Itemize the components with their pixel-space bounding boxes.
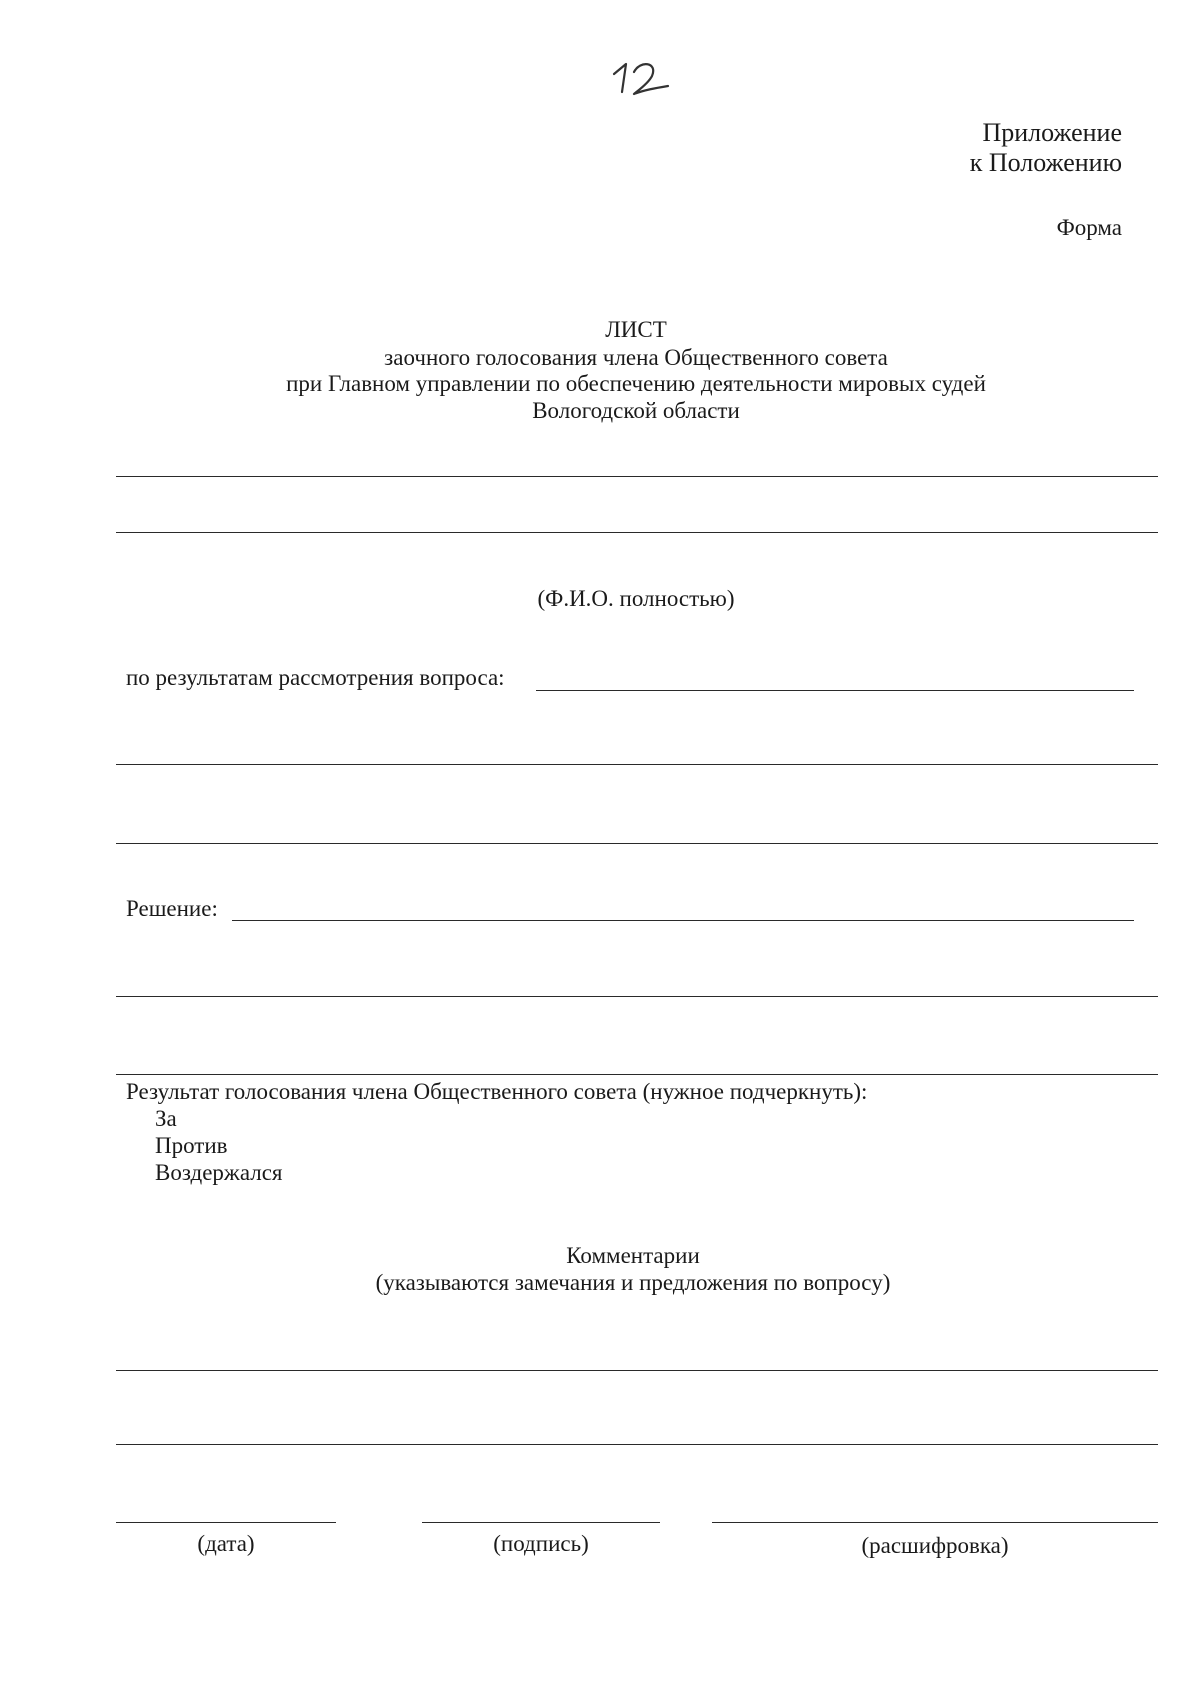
- comments-line-1: [116, 1370, 1158, 1371]
- title-line-2: при Главном управлении по обеспечению деятельности мировых судей: [286, 371, 986, 396]
- comments-line-2: [116, 1444, 1158, 1445]
- question-line-3: [116, 843, 1158, 844]
- date-caption: (дата): [197, 1531, 255, 1556]
- vote-option-for: За: [155, 1106, 177, 1131]
- comments-title: Комментарии: [566, 1243, 700, 1268]
- appendix-heading: Приложение: [982, 118, 1122, 147]
- question-line-2: [116, 764, 1158, 765]
- vote-option-abstain: Воздержался: [155, 1160, 283, 1185]
- appendix-subheading: к Положению: [969, 148, 1122, 177]
- handwritten-page-number: [606, 52, 676, 100]
- decision-line-3: [116, 1074, 1158, 1075]
- comments-subtitle: (указываются замечания и предложения по вопросу): [375, 1270, 891, 1295]
- decision-line-inline: [232, 920, 1134, 921]
- decision-label: Решение:: [126, 896, 218, 921]
- decode-line: [712, 1522, 1158, 1523]
- form-label: Форма: [1056, 215, 1122, 240]
- fio-line-2: [116, 532, 1158, 533]
- title-line-3: Вологодской области: [532, 398, 740, 423]
- question-label: по результатам рассмотрения вопроса:: [126, 665, 505, 690]
- vote-prompt: Результат голосования члена Общественного совета (нужное подчеркнуть):: [126, 1079, 868, 1104]
- title-line-1: заочного голосования члена Общественного совета: [384, 345, 888, 370]
- signature-line: [422, 1522, 660, 1523]
- document-title: ЛИСТ: [605, 317, 667, 342]
- signature-caption: (подпись): [493, 1531, 589, 1556]
- fio-line-1: [116, 476, 1158, 477]
- decode-caption: (расшифровка): [861, 1533, 1009, 1558]
- question-line-inline: [536, 690, 1134, 691]
- vote-option-against: Против: [155, 1133, 228, 1158]
- decision-line-2: [116, 996, 1158, 997]
- date-line: [116, 1522, 336, 1523]
- fio-caption: (Ф.И.О. полностью): [537, 586, 735, 611]
